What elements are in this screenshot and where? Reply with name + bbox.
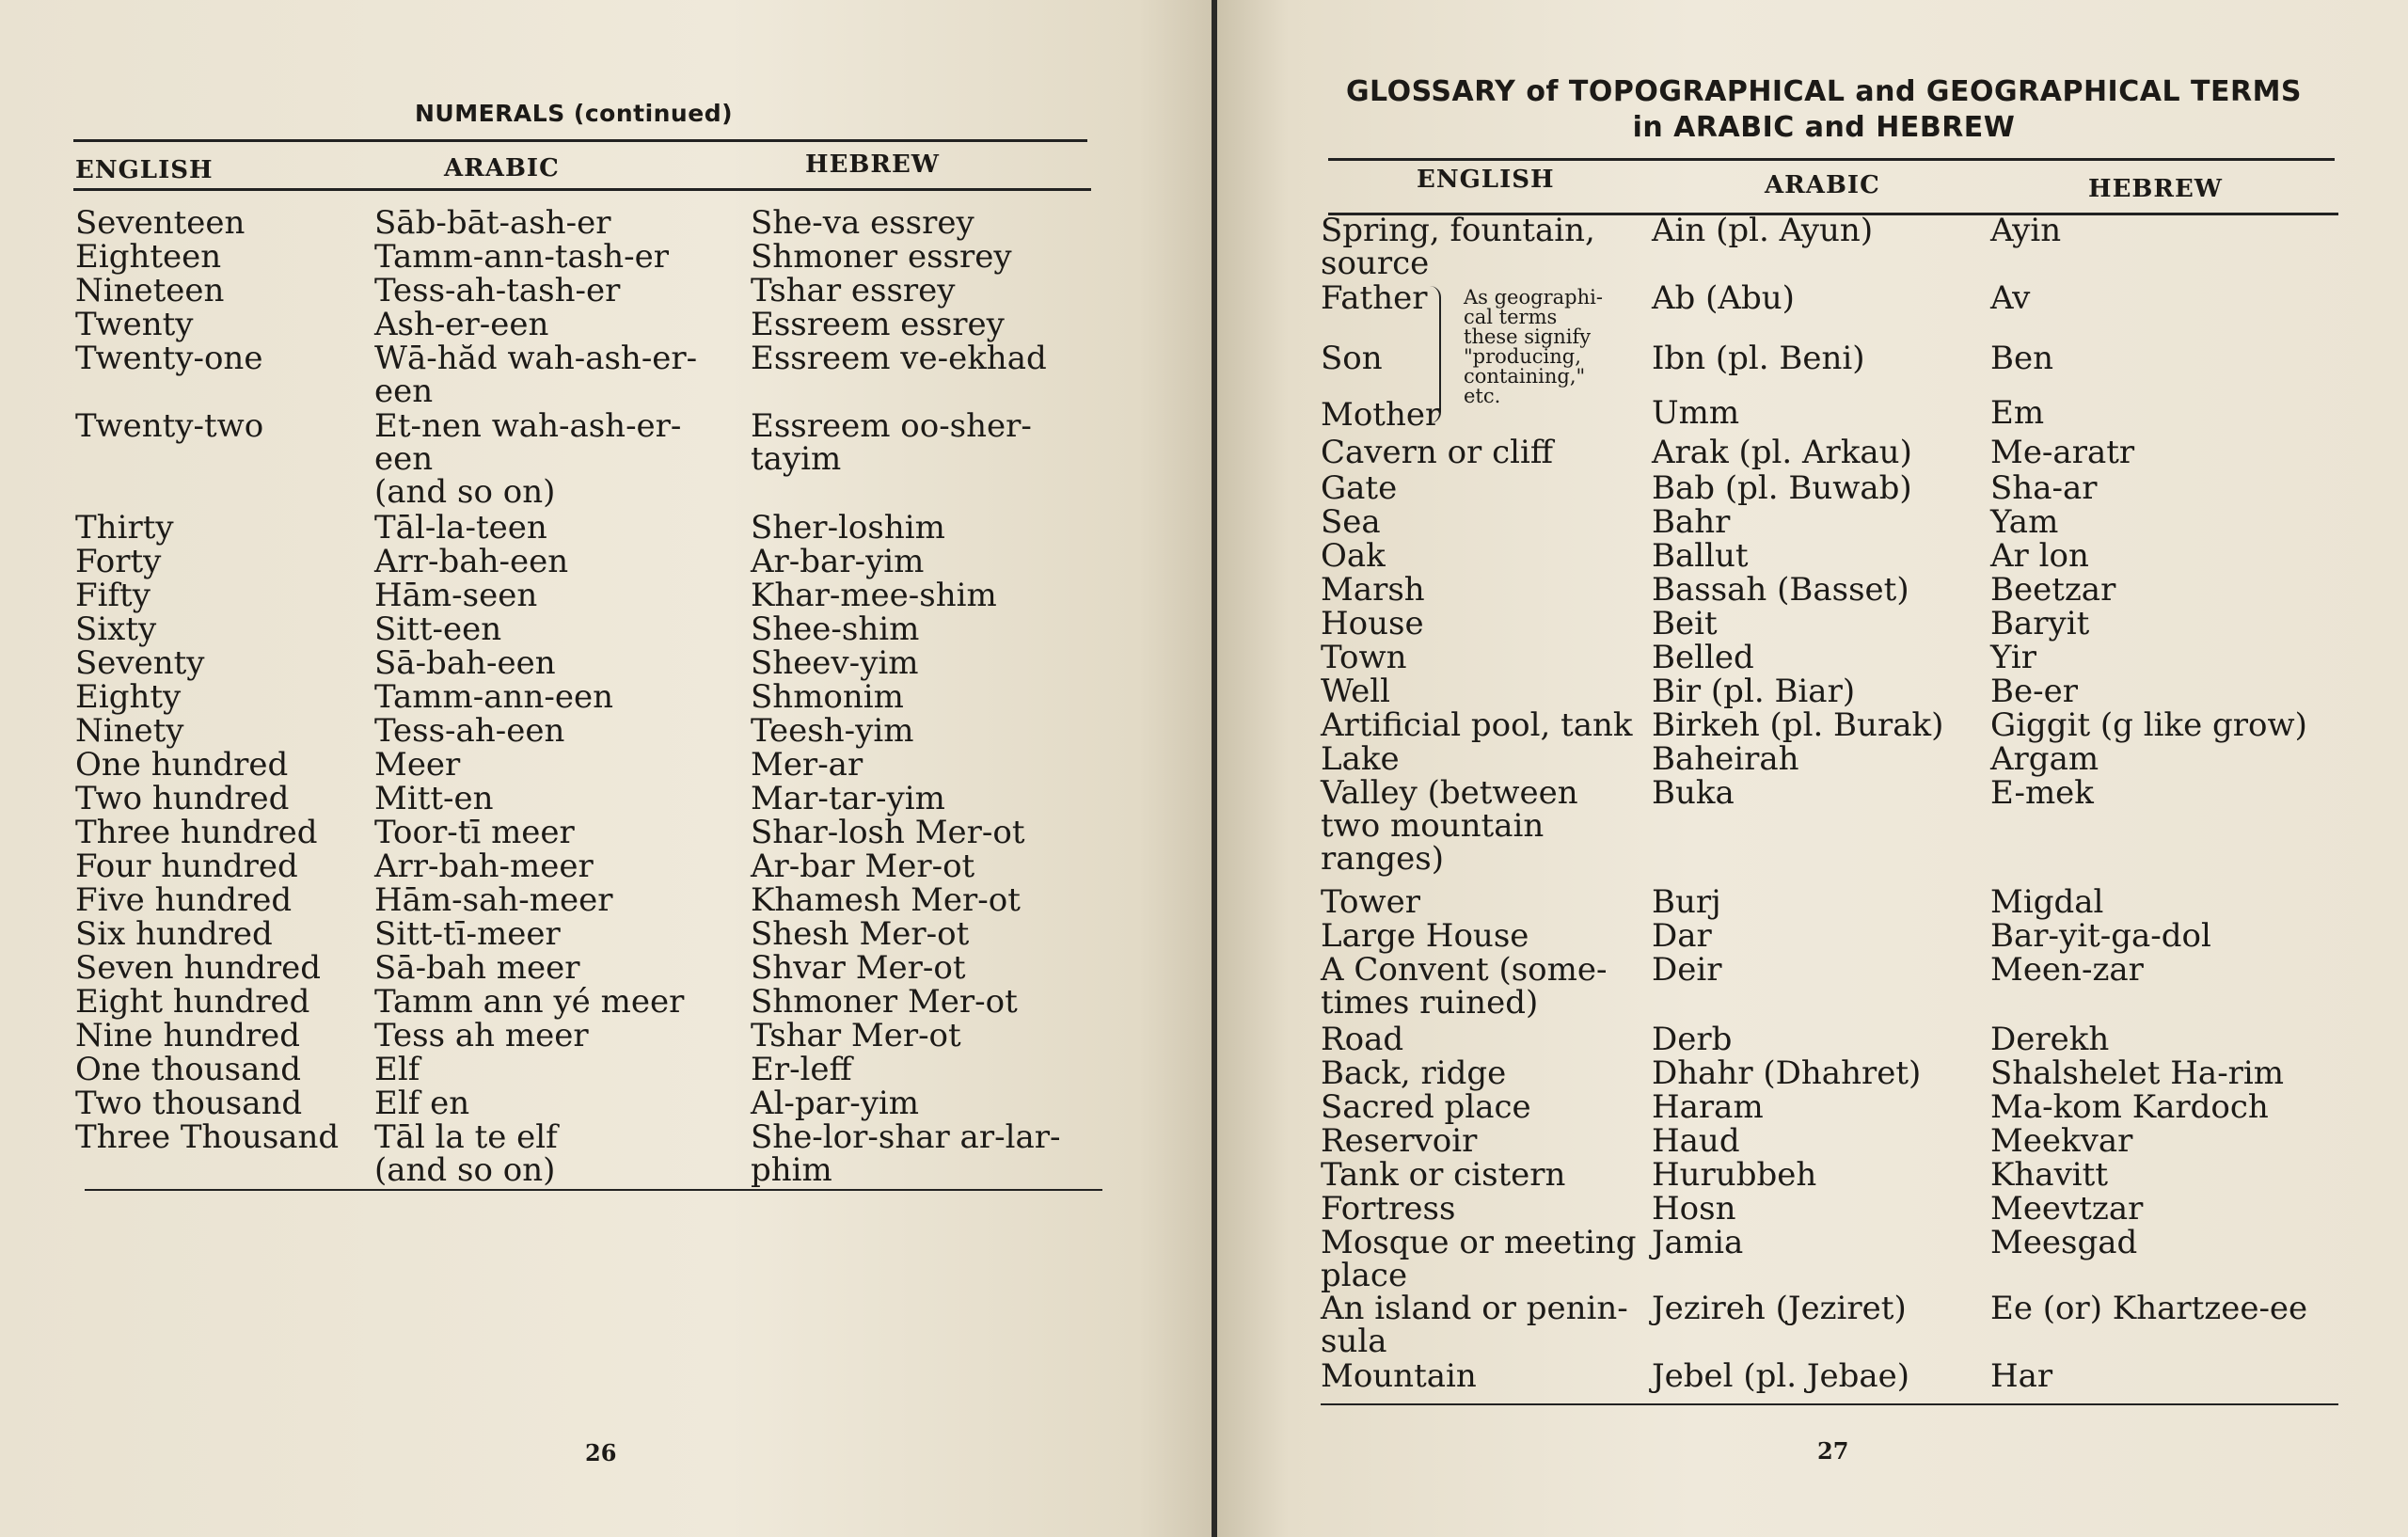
arabic-cell: Wā-hăd wah-ash-er- een [374,340,698,410]
arabic-cell: Arr-bah-meer [374,848,594,885]
english-cell: House [1321,605,1424,642]
arabic-cell: Ain (pl. Ayun) [1652,212,1874,249]
column-header-english: ENGLISH [75,156,214,184]
english-cell: Large House [1321,917,1529,955]
hebrew-cell: Be-er [1990,673,2078,710]
arabic-cell: Birkeh (pl. Burak) [1652,706,1944,744]
arabic-cell: Bahr [1652,503,1731,541]
hebrew-cell: Yam [1990,503,2059,541]
arabic-cell: Mitt-en [374,780,494,817]
english-cell: Six hundred [75,915,273,953]
english-cell: Tower [1321,883,1420,921]
english-cell: Sea [1321,503,1381,541]
english-cell: Gate [1321,469,1398,507]
hebrew-cell: Av [1990,279,2031,317]
arabic-cell: Buka [1652,774,1735,812]
english-cell: Eighteen [75,238,222,276]
arabic-cell: Ballut [1652,537,1749,575]
english-cell: Eight hundred [75,983,310,1021]
hebrew-cell: Tshar essrey [751,272,956,309]
english-cell: Seventy [75,644,205,682]
column-header-hebrew: HEBREW [2088,175,2223,203]
english-cell: Road [1321,1021,1404,1058]
english-cell: Marsh [1321,571,1425,609]
arabic-cell: Hām-seen [374,577,538,614]
arabic-cell: Ibn (pl. Beni) [1652,340,1865,377]
column-header-arabic: ARABIC [1765,171,1880,199]
english-cell: Five hundred [75,881,293,919]
arabic-cell: Hām-sah-meer [374,881,613,919]
arabic-cell: Sitt-tī-meer [374,915,561,953]
arabic-cell: Ash-er-een [374,306,549,343]
hebrew-cell: Tshar Mer-ot [751,1017,961,1054]
hebrew-cell: Shmonim [751,678,904,716]
arabic-cell: Jamia [1652,1224,1744,1261]
hebrew-cell: Giggit (g like grow) [1990,706,2307,744]
column-header-english: ENGLISH [1417,166,1555,194]
english-cell: Three hundred [75,814,318,851]
english-cell: Tank or cistern [1321,1156,1566,1194]
table-bottom-rule [85,1189,1102,1191]
english-cell: Well [1321,673,1391,710]
hebrew-cell: Er-leff [751,1051,852,1088]
arabic-cell: Derb [1652,1021,1733,1058]
arabic-cell: Dhahr (Dhahret) [1652,1054,1922,1092]
arabic-cell: Hurubbeh [1652,1156,1817,1194]
hebrew-cell: Essreem oo-sher- tayim [751,407,1032,478]
hebrew-cell: Ayin [1990,212,2062,249]
english-cell: Two thousand [75,1085,303,1122]
hebrew-cell: Me-aratr [1990,434,2135,471]
hebrew-cell: Shmoner essrey [751,238,1012,276]
arabic-cell: Deir [1652,951,1722,989]
hebrew-cell: Sha-ar [1990,469,2098,507]
hebrew-cell: Argam [1990,740,2099,778]
arabic-cell: Elf en [374,1085,470,1122]
hebrew-cell: Khamesh Mer-ot [751,881,1021,919]
header-bottom-rule [73,188,1091,191]
english-cell: A Convent (some- times ruined) [1321,951,1608,1022]
column-header-arabic: ARABIC [444,154,560,182]
english-cell: Four hundred [75,848,298,885]
arabic-cell: Burj [1652,883,1721,921]
arabic-cell: Elf [374,1051,420,1088]
hebrew-cell: Shmoner Mer-ot [751,983,1018,1021]
hebrew-cell: Shar-losh Mer-ot [751,814,1025,851]
arabic-cell: Arak (pl. Arkau) [1652,434,1912,471]
english-cell: Spring, fountain, source [1321,212,1595,282]
english-cell: Reservoir [1321,1122,1478,1160]
arabic-cell: Hosn [1652,1190,1736,1228]
arabic-cell: Sā-bah-een [374,644,556,682]
brace-note: As geographi- cal terms these signify "producing, containing," etc. [1464,286,1603,407]
arabic-cell: Tāl-la-teen [374,509,547,547]
arabic-cell: Meer [374,746,461,784]
english-cell: Mosque or meeting place [1321,1224,1637,1294]
arabic-cell: Tāl la te elf (and so on) [374,1118,558,1189]
hebrew-cell: Essreem essrey [751,306,1005,343]
arabic-cell: Haram [1652,1088,1764,1126]
hebrew-cell: Khavitt [1990,1156,2108,1194]
hebrew-cell: Migdal [1990,883,2104,921]
english-cell: Back, ridge [1321,1054,1507,1092]
hebrew-cell: Ma-kom Kardoch [1990,1088,2269,1126]
hebrew-cell: Meesgad [1990,1224,2138,1261]
hebrew-cell: Derekh [1990,1021,2110,1058]
hebrew-cell: Sheev-yim [751,644,919,682]
arabic-cell: Tamm-ann-tash-er [374,238,669,276]
arabic-cell: Jebel (pl. Jebae) [1652,1357,1910,1395]
hebrew-cell: Yir [1990,639,2036,676]
arabic-cell: Beit [1652,605,1718,642]
arabic-cell: Toor-tī meer [374,814,575,851]
hebrew-cell: Ar-bar-yim [751,543,925,580]
page-heading: GLOSSARY of TOPOGRAPHICAL and GEOGRAPHICAL TERMS [1345,75,2303,108]
english-cell: One thousand [75,1051,302,1088]
arabic-cell: Haud [1652,1122,1740,1160]
page-subheading: in ARABIC and HEBREW [1632,111,2016,144]
arabic-cell: Sā-bah meer [374,949,580,987]
hebrew-cell: Meekvar [1990,1122,2133,1160]
right-page [1217,0,2408,1537]
english-cell: Fortress [1321,1190,1456,1228]
hebrew-cell: Essreem ve-ekhad [751,340,1047,377]
english-cell: Sixty [75,610,157,648]
hebrew-cell: Ar-bar Mer-ot [751,848,975,885]
english-cell: Thirty [75,509,174,547]
hebrew-cell: Ar lon [1990,537,2089,575]
english-cell: Twenty-one [75,340,263,377]
hebrew-cell: Al-par-yim [751,1085,920,1122]
english-cell: Seventeen [75,204,246,242]
english-cell: Son [1321,340,1383,377]
english-cell: One hundred [75,746,289,784]
english-cell: Fifty [75,577,150,614]
english-cell: Mother [1321,396,1441,434]
english-cell: Town [1321,639,1407,676]
arabic-cell: Dar [1652,917,1712,955]
page-heading: NUMERALS (continued) [414,100,734,127]
english-cell: Mountain [1321,1357,1477,1395]
arabic-cell: Baheirah [1652,740,1799,778]
page-number: 27 [1817,1437,1849,1465]
arabic-cell: Sāb-bāt-ash-er [374,204,611,242]
english-cell: Two hundred [75,780,290,817]
hebrew-cell: Mer-ar [751,746,863,784]
arabic-cell: Tamm ann yé meer [374,983,685,1021]
hebrew-cell: Em [1990,394,2045,432]
english-cell: Father [1321,279,1428,317]
hebrew-cell: Ee (or) Khartzee-ee [1990,1290,2308,1327]
english-cell: Artificial pool, tank [1321,706,1633,744]
hebrew-cell: Meevtzar [1990,1190,2144,1228]
english-cell: Nine hundred [75,1017,301,1054]
english-cell: An island or penin- sula [1321,1290,1628,1360]
page-number: 26 [585,1439,617,1466]
arabic-cell: Sitt-een [374,610,502,648]
english-cell: Valley (between two mountain ranges) [1321,774,1578,878]
hebrew-cell: She-lor-shar ar-lar- phim [751,1118,1061,1189]
english-cell: Three Thousand [75,1118,340,1156]
english-cell: Oak [1321,537,1386,575]
arabic-cell: Et-nen wah-ash-er- een (and so on) [374,407,682,511]
arabic-cell: Arr-bah-een [374,543,569,580]
hebrew-cell: Khar-mee-shim [751,577,997,614]
hebrew-cell: Shvar Mer-ot [751,949,966,987]
hebrew-cell: Meen-zar [1990,951,2144,989]
hebrew-cell: Shee-shim [751,610,920,648]
arabic-cell: Bassah (Basset) [1652,571,1909,609]
english-cell: Cavern or cliff [1321,434,1554,471]
arabic-cell: Tamm-ann-een [374,678,613,716]
hebrew-cell: Beetzar [1990,571,2116,609]
english-cell: Eighty [75,678,182,716]
hebrew-cell: Sher-loshim [751,509,945,547]
table-bottom-rule [1321,1403,2338,1405]
hebrew-cell: Ben [1990,340,2054,377]
arabic-cell: Umm [1652,394,1740,432]
english-cell: Forty [75,543,162,580]
english-cell: Nineteen [75,272,225,309]
hebrew-cell: Shesh Mer-ot [751,915,970,953]
hebrew-cell: She-va essrey [751,204,974,242]
arabic-cell: Ab (Abu) [1652,279,1795,317]
hebrew-cell: Mar-tar-yim [751,780,945,817]
arabic-cell: Bir (pl. Biar) [1652,673,1856,710]
column-header-hebrew: HEBREW [805,151,940,179]
hebrew-cell: Shalshelet Ha-rim [1990,1054,2285,1092]
arabic-cell: Belled [1652,639,1754,676]
english-cell: Seven hundred [75,949,322,987]
header-top-rule [73,139,1087,142]
arabic-cell: Tess-ah-een [374,712,565,750]
english-cell: Twenty-two [75,407,264,445]
hebrew-cell: E-mek [1990,774,2094,812]
hebrew-cell: Baryit [1990,605,2090,642]
header-top-rule [1328,158,2335,161]
arabic-cell: Tess-ah-tash-er [374,272,621,309]
hebrew-cell: Teesh-yim [751,712,914,750]
arabic-cell: Jezireh (Jeziret) [1652,1290,1907,1327]
english-cell: Twenty [75,306,194,343]
english-cell: Lake [1321,740,1400,778]
hebrew-cell: Har [1990,1357,2053,1395]
hebrew-cell: Bar-yit-ga-dol [1990,917,2211,955]
arabic-cell: Bab (pl. Buwab) [1652,469,1912,507]
english-cell: Ninety [75,712,184,750]
english-cell: Sacred place [1321,1088,1531,1126]
arabic-cell: Tess ah meer [374,1017,589,1054]
